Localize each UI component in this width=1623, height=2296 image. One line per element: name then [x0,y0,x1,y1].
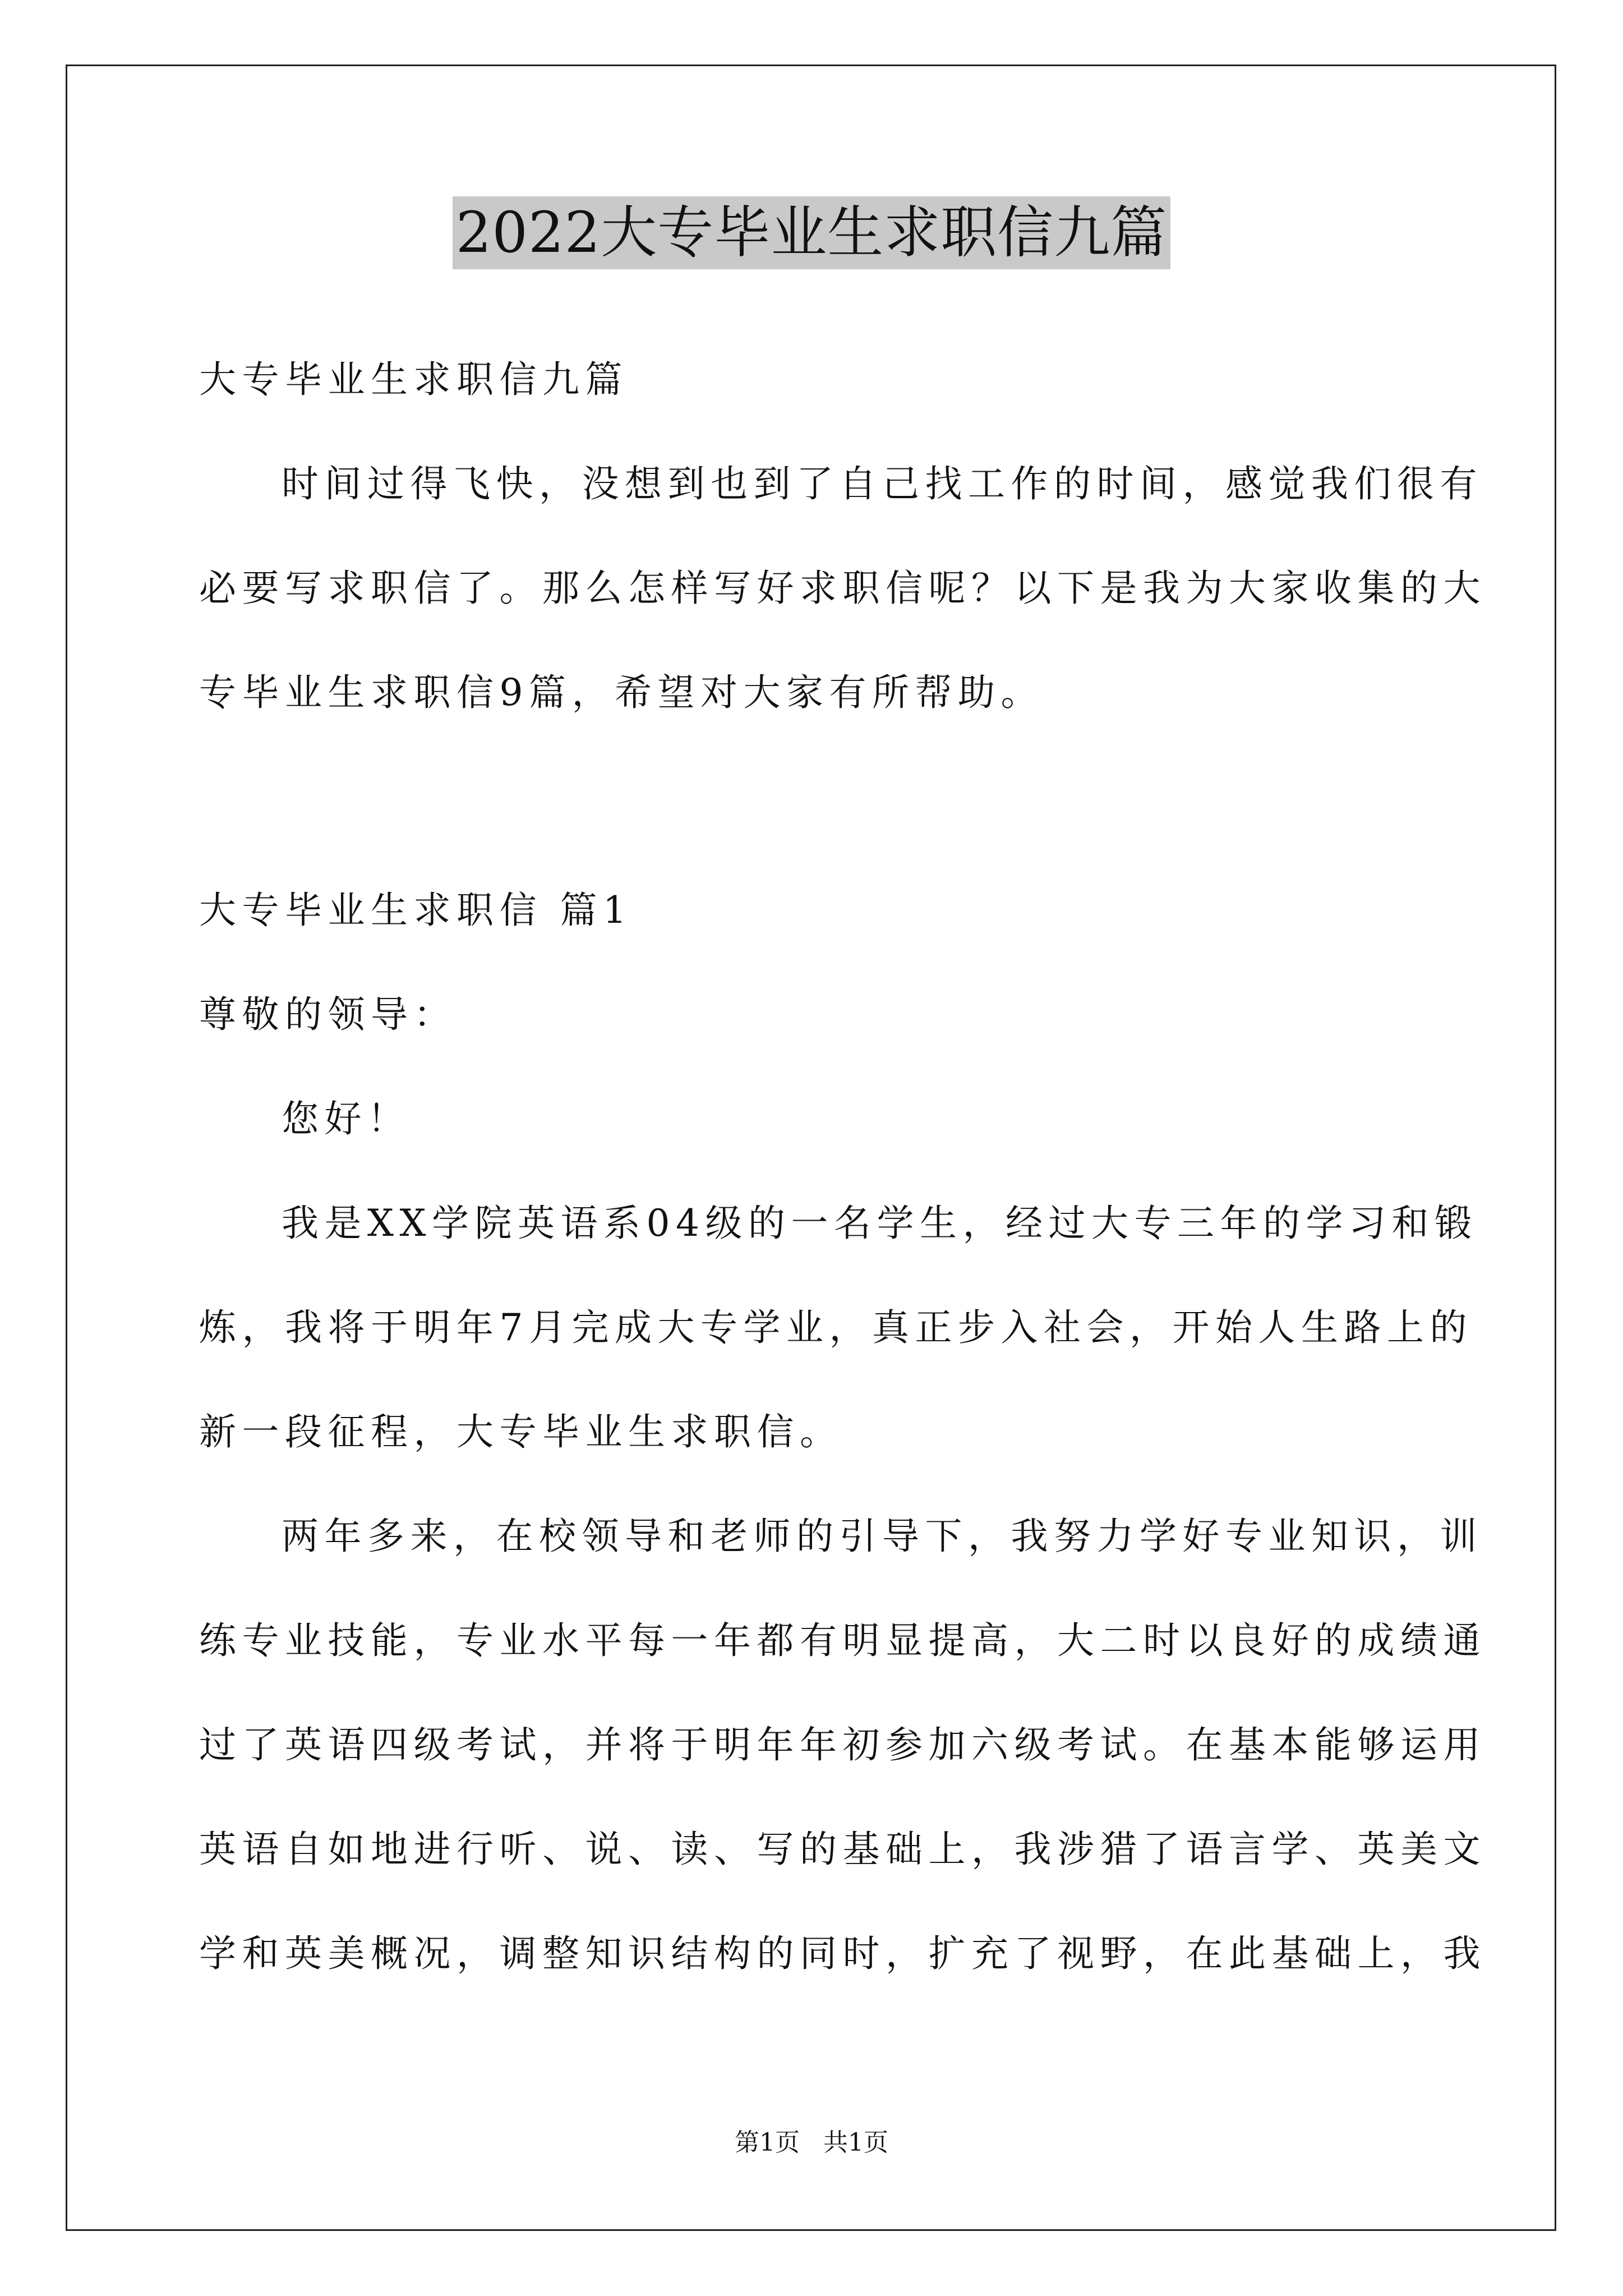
paragraph-line: 炼，我将于明年7月完成大专学业，真正步入社会，开始人生路上的 [199,1306,1473,1349]
section-heading: 大专毕业生求职信 篇1 [199,889,633,932]
intro-line: 专毕业生求职信9篇，希望对大家有所帮助。 [199,671,1044,714]
intro-line: 必要写求职信了。那么怎样写好求职信呢？以下是我为大家收集的大 [199,567,1486,610]
document-subtitle: 大专毕业生求职信九篇 [199,358,628,401]
paragraph-line: 英语自如地进行听、说、读、写的基础上，我涉猎了语言学、英美文 [199,1828,1486,1871]
intro-line: 时间过得飞快，没想到也到了自己找工作的时间，感觉我们很有 [282,462,1483,505]
paragraph-line: 两年多来，在校领导和老师的引导下，我努力学好专业知识，训 [282,1515,1483,1558]
salutation: 尊敬的领导： [199,993,457,1036]
paragraph-line: 我是XX学院英语系04级的一名学生，经过大专三年的学习和锻 [282,1202,1478,1245]
paragraph-line: 学和英美概况，调整知识结构的同时，扩充了视野，在此基础上，我 [199,1932,1486,1975]
paragraph-line: 新一段征程，大专毕业生求职信。 [199,1410,843,1453]
paragraph-line: 过了英语四级考试，并将于明年年初参加六级考试。在基本能够运用 [199,1723,1486,1766]
page-footer: 第1页 共1页 [735,2128,888,2157]
title-container [0,196,1623,269]
document-title: 2022大专毕业生求职信九篇 [453,196,1171,269]
greeting: 您好！ [282,1097,411,1140]
paragraph-line: 练专业技能，专业水平每一年都有明显提高，大二时以良好的成绩通 [199,1619,1486,1662]
